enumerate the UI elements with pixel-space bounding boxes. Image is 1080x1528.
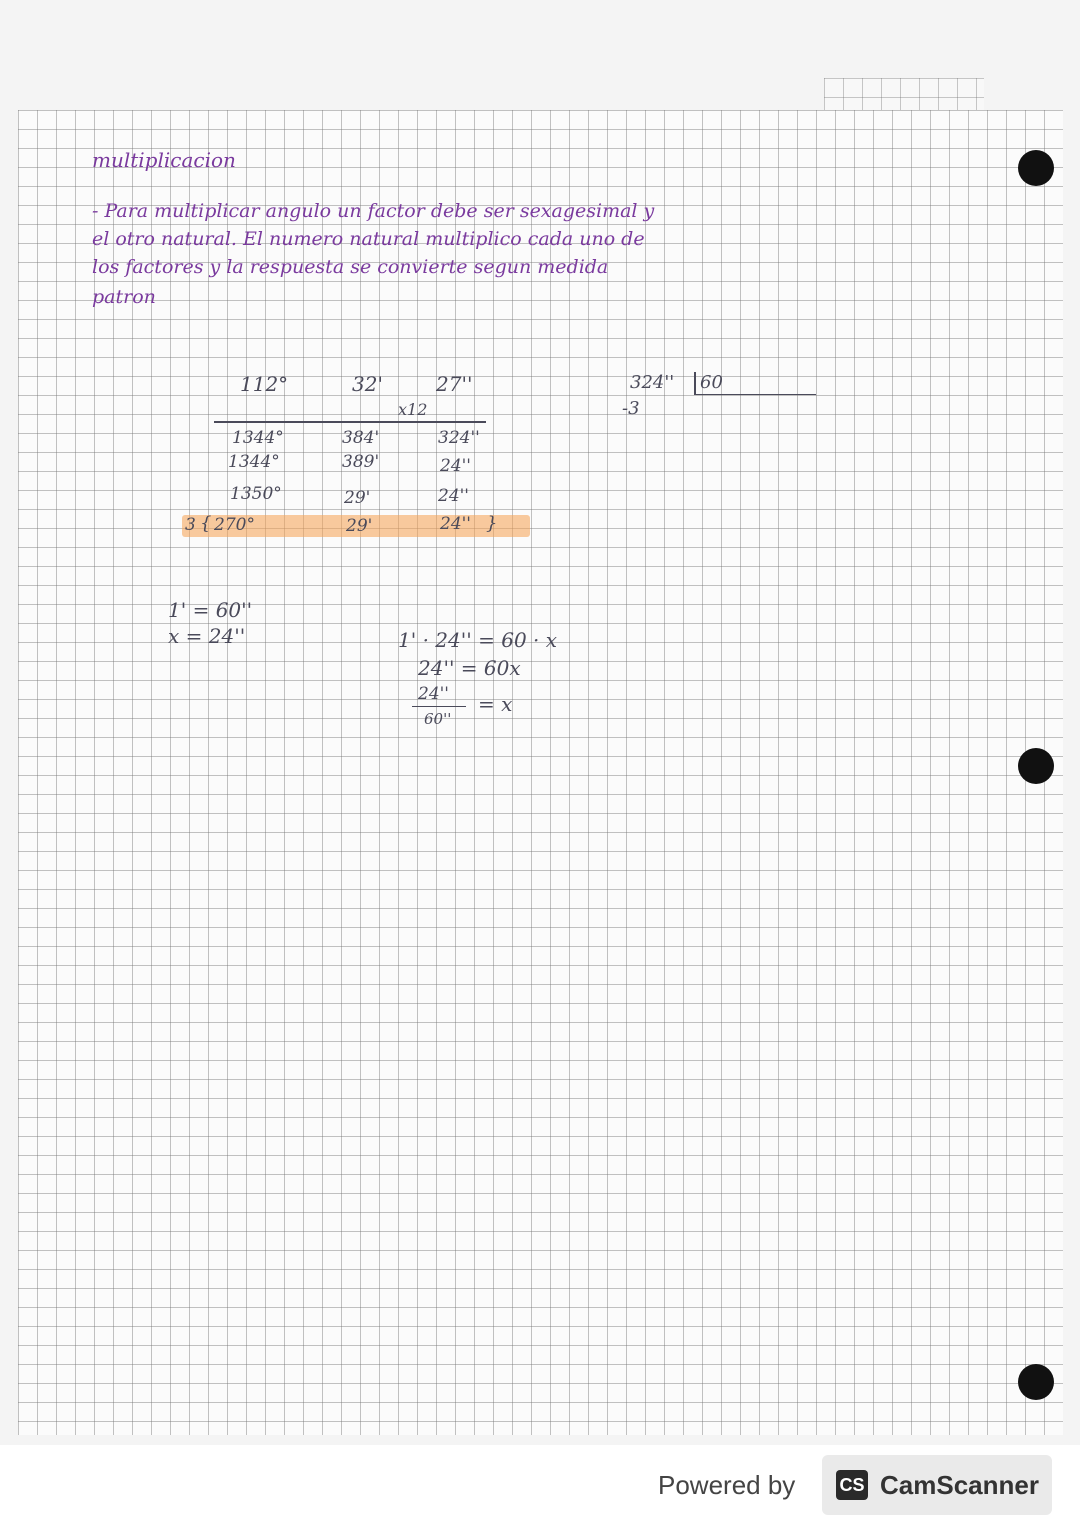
row1-minutes: 32' bbox=[352, 372, 383, 396]
note-line-3: los factores y la respuesta se convierte segun medida bbox=[92, 256, 609, 278]
row2-seconds: 324'' bbox=[438, 428, 480, 448]
camscanner-brand: CamScanner bbox=[880, 1470, 1039, 1500]
multiplier: x12 bbox=[398, 400, 428, 419]
graph-paper bbox=[18, 110, 1063, 1435]
result-degrees: 270° bbox=[214, 515, 255, 535]
division-bar-horizontal bbox=[694, 394, 816, 395]
powered-by-text: Powered by bbox=[658, 1470, 796, 1500]
row2-degrees: 1344° bbox=[232, 428, 284, 448]
row1-seconds: 27'' bbox=[436, 372, 473, 396]
row4-degrees: 1350° bbox=[230, 484, 282, 504]
row3-minutes: 389' bbox=[342, 452, 380, 472]
result-seconds: 24'' bbox=[440, 514, 471, 534]
conversion-line-1: 1' = 60'' bbox=[168, 598, 253, 622]
note-title: multiplicacion bbox=[92, 148, 236, 172]
division-dividend: 324'' bbox=[630, 372, 675, 393]
division-subtraction: -3 bbox=[622, 398, 640, 419]
conversion-line-2: x = 24'' bbox=[168, 624, 246, 648]
result-open-brace: { bbox=[200, 513, 212, 534]
result-minutes: 29' bbox=[346, 516, 373, 536]
row1-degrees: 112° bbox=[240, 372, 289, 396]
row4-seconds: 24'' bbox=[438, 486, 469, 506]
note-line-1: - Para multiplicar angulo un factor debe ser sexagesimal y bbox=[92, 200, 655, 222]
equation-equals-x: = x bbox=[478, 692, 513, 716]
multiplication-rule bbox=[214, 421, 486, 423]
division-bar-vertical bbox=[694, 372, 696, 394]
row3-seconds: 24'' bbox=[440, 456, 471, 476]
equation-line-1: 1' · 24'' = 60 · x bbox=[398, 628, 558, 652]
result-prefix: 3 bbox=[185, 515, 196, 535]
binder-hole-top bbox=[1018, 150, 1054, 186]
division-divisor: 60 bbox=[700, 372, 723, 393]
camscanner-logo-icon: CS bbox=[836, 1470, 868, 1500]
result-close-brace: } bbox=[486, 513, 498, 534]
equation-line-2: 24'' = 60x bbox=[418, 656, 521, 680]
equation-fraction-numerator: 24'' bbox=[418, 684, 449, 704]
row3-degrees: 1344° bbox=[228, 452, 280, 472]
row4-minutes: 29' bbox=[344, 488, 371, 508]
equation-fraction-denominator: 60'' bbox=[424, 710, 452, 728]
equation-fraction-bar bbox=[412, 706, 466, 707]
binder-hole-bottom bbox=[1018, 1364, 1054, 1400]
row2-minutes: 384' bbox=[342, 428, 380, 448]
note-line-2: el otro natural. El numero natural multiplico cada uno de bbox=[92, 228, 645, 250]
binder-hole-middle bbox=[1018, 748, 1054, 784]
note-line-4: patron bbox=[92, 286, 156, 308]
